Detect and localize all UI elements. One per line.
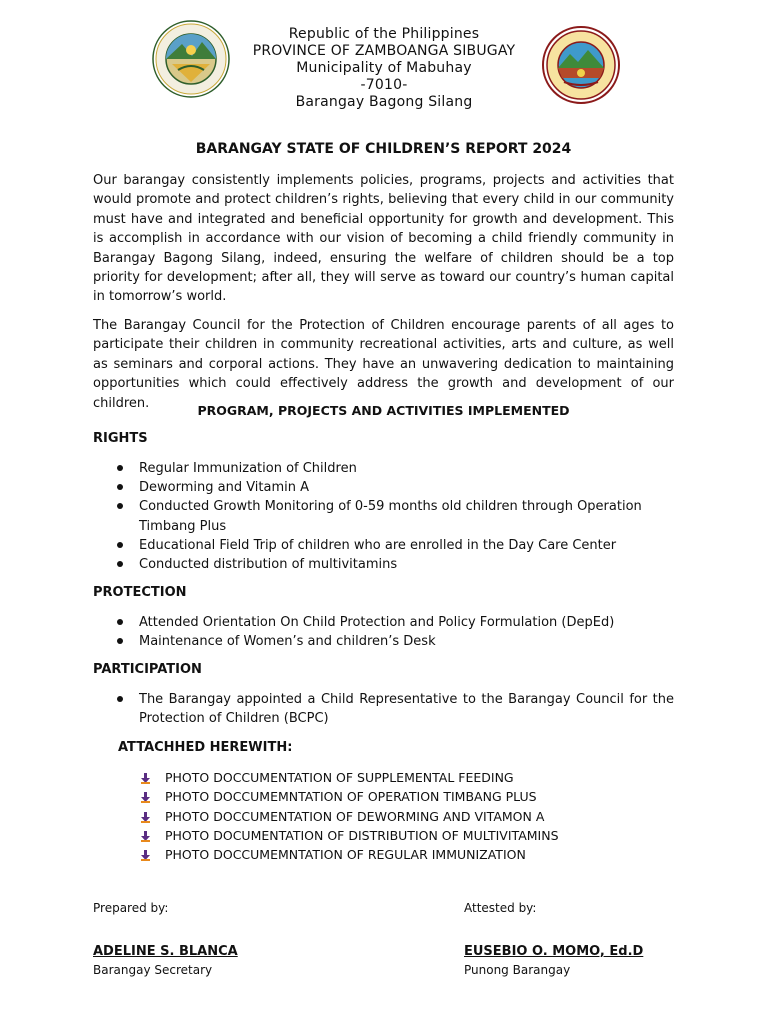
bullet-icon bbox=[117, 484, 123, 490]
letterhead-municipality: Municipality of Mabuhay bbox=[296, 60, 472, 76]
list-item: PHOTO DOCCUMEMNTATION OF REGULAR IMMUNIZATION bbox=[140, 845, 559, 864]
prepared-by-name: ADELINE S. BLANCA bbox=[93, 944, 238, 959]
list-item: Conducted distribution of multivitamins bbox=[93, 555, 653, 574]
list-item: Attended Orientation On Child Protection and Policy Formulation (DepEd) bbox=[93, 613, 653, 632]
municipality-seal-logo bbox=[542, 26, 620, 104]
prepared-by-label: Prepared by: bbox=[93, 901, 169, 915]
section-title: PROGRAM, PROJECTS AND ACTIVITIES IMPLEMENTED bbox=[197, 403, 570, 418]
letterhead-zip: -7010- bbox=[360, 77, 408, 93]
bullet-icon bbox=[117, 503, 123, 509]
bullet-icon bbox=[117, 696, 123, 702]
barangay-seal-logo bbox=[152, 20, 230, 98]
intro-paragraph: Our barangay consistently implements policies, programs, projects and activities that would promote and protect children’s rights, believing that every child in our community must have and integrated and beneficial opportunity for growth and development. This is accomplish in accordance with our vision of becoming a child friendly community in Barangay Bagong Silang, indeed, ensuring the welfare of children should be a top priority for development; after all, they will serve as toward our country’s human capital in tomorrow’s world. bbox=[93, 173, 674, 305]
list-item: Deworming and Vitamin A bbox=[93, 478, 653, 497]
participation-list bbox=[93, 690, 674, 728]
letterhead-barangay: Barangay Bagong Silang bbox=[295, 94, 473, 110]
bullet-icon bbox=[117, 542, 123, 548]
protection-heading: PROTECTION bbox=[93, 585, 187, 600]
arrow-bullet-icon bbox=[140, 831, 151, 842]
list-item: PHOTO DOCUMENTATION OF DISTRIBUTION OF MULTIVITAMINS bbox=[140, 826, 559, 845]
bullet-icon bbox=[117, 561, 123, 567]
list-item: The Barangay appointed a Child Representative to the Barangay Council for the Protection of Children (BCPC) bbox=[93, 690, 674, 728]
protection-list bbox=[93, 613, 653, 651]
letterhead-province: PROVINCE OF ZAMBOANGA SIBUGAY bbox=[252, 43, 516, 59]
bullet-icon bbox=[117, 465, 123, 471]
attached-heading: ATTACHHED HEREWITH: bbox=[118, 740, 293, 755]
arrow-bullet-icon bbox=[140, 812, 151, 823]
rights-list bbox=[93, 459, 653, 574]
council-paragraph: The Barangay Council for the Protection of Children encourage parents of all ages to participate their children in community recreational activities, arts and culture, as well as seminars and corporal actions. They have an unwavering dedication to maintaining opportunities which could effectively address the growth and development of our children. bbox=[93, 318, 674, 411]
bullet-icon bbox=[117, 619, 123, 625]
bullet-icon bbox=[117, 638, 123, 644]
arrow-bullet-icon bbox=[140, 773, 151, 784]
report-title: BARANGAY STATE OF CHILDREN’S REPORT 2024 bbox=[195, 141, 572, 157]
attested-by-label: Attested by: bbox=[464, 901, 537, 915]
letterhead-republic: Republic of the Philippines bbox=[288, 26, 480, 42]
attested-by-role: Punong Barangay bbox=[464, 963, 571, 977]
attachments-list bbox=[140, 768, 559, 864]
list-item: Regular Immunization of Children bbox=[93, 459, 653, 478]
list-item: Educational Field Trip of children who are enrolled in the Day Care Center bbox=[93, 536, 653, 555]
list-item: Conducted Growth Monitoring of 0-59 months old children through Operation Timbang Plus bbox=[93, 497, 653, 535]
attested-by-name: EUSEBIO O. MOMO, Ed.D bbox=[464, 944, 644, 959]
arrow-bullet-icon bbox=[140, 850, 151, 861]
list-item: Maintenance of Women’s and children’s Desk bbox=[93, 632, 653, 651]
list-item: PHOTO DOCCUMENTATION OF DEWORMING AND VITAMON A bbox=[140, 807, 559, 826]
list-item: PHOTO DOCCUMENTATION OF SUPPLEMENTAL FEEDING bbox=[140, 768, 559, 787]
letterhead bbox=[230, 26, 538, 111]
prepared-by-role: Barangay Secretary bbox=[93, 963, 213, 977]
rights-heading: RIGHTS bbox=[93, 431, 148, 446]
list-item: PHOTO DOCCUMEMNTATION OF OPERATION TIMBANG PLUS bbox=[140, 787, 559, 806]
arrow-bullet-icon bbox=[140, 792, 151, 803]
participation-heading: PARTICIPATION bbox=[93, 662, 202, 677]
